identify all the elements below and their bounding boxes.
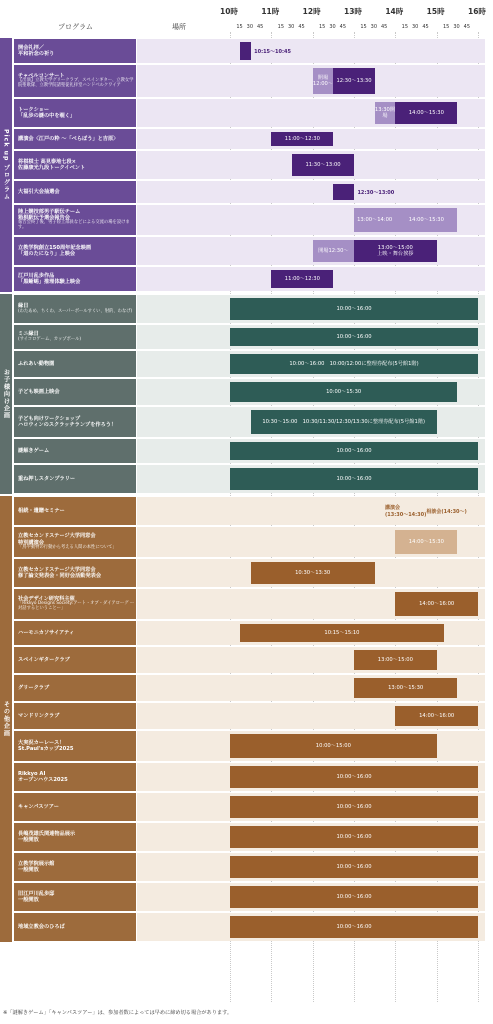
program-subtitle: 「鳥や動物の行動から考える人間の本性について」 bbox=[18, 544, 117, 550]
timeline-band bbox=[137, 181, 485, 203]
time-bar: 10:15〜15:10 bbox=[240, 624, 443, 642]
program-row bbox=[14, 646, 493, 674]
program-name: 江戸川乱歩作品 「黒蜥蜴」推理体験上映会 bbox=[18, 272, 81, 285]
timeline-band bbox=[137, 325, 485, 349]
program-row bbox=[14, 438, 493, 464]
time-bar: 10:00〜16:00 bbox=[230, 826, 478, 848]
program-row bbox=[14, 620, 493, 646]
time-bar: 14:00〜15:30 bbox=[395, 102, 457, 124]
timeline-band bbox=[137, 65, 485, 97]
program-row bbox=[14, 464, 493, 494]
program-name: Rikkyo AI オープンハウス2025 bbox=[18, 770, 68, 783]
hour-label: 12時 bbox=[302, 7, 321, 16]
program-name-cell bbox=[14, 763, 136, 791]
program-name-cell bbox=[14, 527, 136, 557]
place-column-header: 場所 bbox=[172, 23, 186, 31]
program-row bbox=[14, 912, 493, 942]
program-row bbox=[14, 588, 493, 620]
timeline-band bbox=[137, 351, 485, 377]
program-name-cell bbox=[14, 439, 136, 463]
time-bar: 10:30〜15:00 10:30/11:30/12:30/13:30に整理券配布(5号館1階) bbox=[251, 410, 437, 434]
program-row bbox=[14, 38, 493, 64]
timeline-band bbox=[137, 559, 485, 587]
timeline-band bbox=[137, 703, 485, 729]
minute-label: 15 bbox=[236, 24, 243, 30]
timeline-band bbox=[137, 205, 485, 235]
program-name-cell bbox=[14, 913, 136, 941]
time-label: 相談会(14:30〜) bbox=[426, 508, 467, 515]
time-bar: 10:00〜16:00 bbox=[230, 298, 478, 320]
timeline-band bbox=[137, 267, 485, 291]
time-bar bbox=[240, 42, 250, 60]
program-name-cell bbox=[14, 465, 136, 493]
section-label-text: お子様向け企画 bbox=[2, 368, 10, 420]
program-name-cell bbox=[14, 883, 136, 911]
time-bar: 11:00〜12:30 bbox=[271, 270, 333, 288]
program-name: 立教学院創立150周年記念映画 「道のたになり」上映会 bbox=[18, 244, 92, 257]
timeline-band bbox=[137, 497, 485, 525]
hour-label: 15時 bbox=[426, 7, 445, 16]
program-row bbox=[14, 204, 493, 236]
timeline-band bbox=[137, 527, 485, 557]
program-name: 開会礼拝／ 平和祈念の祈り bbox=[18, 44, 55, 57]
timeline-band bbox=[137, 379, 485, 405]
minute-label: 15 bbox=[277, 24, 285, 30]
minute-label: 45 bbox=[257, 24, 264, 30]
timeline-band bbox=[137, 731, 485, 761]
program-name: トークショー 「乱歩の謎の中を覗く」 bbox=[18, 106, 76, 119]
time-label: 10:15〜10:45 bbox=[254, 48, 291, 55]
minute-label: 30 bbox=[453, 24, 460, 30]
program-name: 旧江戸川乱歩邸 一般開放 bbox=[18, 890, 55, 903]
minute-label: 45 bbox=[381, 24, 388, 30]
timeline-band bbox=[137, 295, 485, 323]
timeline-band bbox=[137, 99, 485, 127]
hour-label: 10時 bbox=[220, 7, 238, 16]
timeline-band bbox=[137, 465, 485, 493]
time-bar: 10:00〜16:00 bbox=[230, 442, 478, 460]
program-name: 重ね押しスタンプラリー bbox=[18, 475, 76, 482]
program-name: 講演会〈江戸の粋 ～「べらぼう」と吉原〉 bbox=[18, 135, 119, 142]
program-name-cell bbox=[14, 703, 136, 729]
program-name-cell bbox=[14, 497, 136, 525]
time-bar: 10:00〜16:00 10:00/12:00に整理券配布(5号館1階) bbox=[230, 354, 478, 374]
program-name: スペインギタークラブ bbox=[18, 656, 70, 663]
timeline-band bbox=[137, 237, 485, 265]
program-name: 縁日 bbox=[18, 303, 29, 310]
program-row bbox=[14, 702, 493, 730]
timeline-band bbox=[137, 439, 485, 463]
program-row bbox=[14, 558, 493, 588]
program-row bbox=[14, 496, 493, 526]
program-row bbox=[14, 852, 493, 882]
program-name: 地域立教会のひろば bbox=[18, 923, 65, 930]
timeline-band bbox=[137, 823, 485, 851]
time-bar: 14:00〜15:30 bbox=[395, 530, 457, 554]
minute-label: 45 bbox=[463, 24, 471, 30]
program-row bbox=[14, 236, 493, 266]
program-name-cell bbox=[14, 151, 136, 179]
program-name-cell bbox=[14, 589, 136, 619]
minute-label: 30 bbox=[288, 24, 295, 30]
timeline-band bbox=[137, 793, 485, 821]
hour-label: 13時 bbox=[344, 7, 362, 16]
program-name-cell bbox=[14, 325, 136, 349]
hour-label: 11時 bbox=[261, 7, 280, 16]
section-label-text: その他企画 bbox=[2, 701, 10, 737]
time-bar bbox=[333, 184, 354, 200]
timeline-band bbox=[137, 913, 485, 941]
program-name-cell bbox=[14, 351, 136, 377]
program-column-header: プログラム bbox=[58, 23, 93, 31]
time-bar: 14:00〜16:00 bbox=[395, 706, 478, 726]
program-name-cell bbox=[14, 675, 136, 701]
time-bar: 10:30〜13:30 bbox=[251, 562, 375, 584]
program-row bbox=[14, 526, 493, 558]
program-name-cell bbox=[14, 295, 136, 323]
program-name-cell bbox=[14, 129, 136, 149]
timeline-band bbox=[137, 763, 485, 791]
program-row bbox=[14, 882, 493, 912]
timeline-band bbox=[137, 647, 485, 673]
program-row bbox=[14, 64, 493, 98]
program-name-cell bbox=[14, 823, 136, 851]
program-name-cell bbox=[14, 181, 136, 203]
section-label bbox=[0, 38, 12, 292]
hour-label: 14時 bbox=[385, 7, 404, 16]
program-row bbox=[14, 266, 493, 292]
minute-label: 30 bbox=[329, 24, 336, 30]
program-row bbox=[14, 98, 493, 128]
program-name-cell bbox=[14, 379, 136, 405]
program-row bbox=[14, 792, 493, 822]
program-subtitle: 報告会終了後、男子陸上部員などによる交流の場を設けます。 bbox=[18, 220, 130, 231]
time-bar: 14:00〜15:30 bbox=[395, 208, 457, 232]
program-name: 相続・遺贈セミナー bbox=[18, 507, 65, 514]
time-bar: 11:00〜12:30 bbox=[271, 132, 333, 146]
footnote: ※「謎解きゲーム」「キャンパスツアー」は、参加者数によっては早めに締め切る場合があります。 bbox=[3, 1010, 233, 1016]
program-name: ハーモニカソサイアティ bbox=[18, 629, 75, 636]
program-name-cell bbox=[14, 731, 136, 761]
minute-label: 15 bbox=[319, 24, 326, 30]
section-label bbox=[0, 294, 12, 494]
hour-label: 16時 bbox=[468, 7, 486, 16]
program-row bbox=[14, 350, 493, 378]
program-name: 大実況カーレース！ St.Paul'sカップ2025 bbox=[18, 739, 74, 752]
program-name-cell bbox=[14, 205, 136, 235]
timeline-band bbox=[137, 407, 485, 437]
time-label: 12:30〜13:00 bbox=[357, 189, 395, 196]
program-row bbox=[14, 128, 493, 150]
minute-label: 15 bbox=[401, 24, 409, 30]
program-subtitle: 【出演】立教大学グリークラブ、スペインギター、立教女学院聖歌隊、立教学院諸聖徒礼拝堂ハンドベルクワイア bbox=[18, 78, 134, 89]
program-name: 謎解きゲーム bbox=[18, 447, 50, 454]
program-name: 陸上競技部男子駅伝チーム 箱根駅伝予選会報告会 bbox=[18, 208, 81, 222]
program-row bbox=[14, 406, 493, 438]
minute-label: 45 bbox=[422, 24, 429, 30]
program-subtitle: 「Rikkyo Designs Society:アート・オブ・ダイアローグ ー対話するということー」 bbox=[18, 601, 135, 612]
time-bar: 13:00〜15:30 bbox=[354, 678, 457, 698]
timeline-band bbox=[137, 675, 485, 701]
program-name: チャペルコンサート bbox=[18, 72, 65, 79]
program-name-cell bbox=[14, 99, 136, 127]
timeline-band bbox=[137, 883, 485, 911]
program-subtitle: (わたあめ、ちくわ、スーパーボールすくい、射的、わなげ) bbox=[18, 308, 133, 314]
program-row bbox=[14, 150, 493, 180]
program-row bbox=[14, 730, 493, 762]
time-bar: 10:00〜16:00 bbox=[230, 886, 478, 908]
program-name-cell bbox=[14, 39, 136, 63]
program-name-cell bbox=[14, 621, 136, 645]
program-name: 立教学院展示館 一般開放 bbox=[18, 860, 55, 873]
minute-label: 15 bbox=[443, 24, 450, 30]
program-name: 将棋棋士 高見泰地七段× 佐藤康光九段トークイベント bbox=[18, 158, 86, 171]
program-subtitle: (サイコロゲーム、カップボール) bbox=[18, 336, 82, 342]
time-bar: 13:30開場 bbox=[375, 102, 396, 124]
program-name: 子ども映画上映会 bbox=[18, 388, 60, 395]
program-name: 立教セカンドステージ大学同窓会 特別講演会 bbox=[18, 533, 96, 546]
program-row bbox=[14, 294, 493, 324]
program-name-cell bbox=[14, 647, 136, 673]
time-bar: 10:00〜16:00 bbox=[230, 766, 478, 788]
timeline-band bbox=[137, 151, 485, 179]
timeline-band bbox=[137, 589, 485, 619]
time-bar: 10:00〜16:00 bbox=[230, 468, 478, 490]
section-label bbox=[0, 496, 12, 942]
time-bar: 開場12:30〜 bbox=[313, 240, 354, 262]
timeline-band bbox=[137, 129, 485, 149]
time-bar: 13:00〜15:00 bbox=[354, 650, 437, 670]
program-name-cell bbox=[14, 237, 136, 265]
program-name-cell bbox=[14, 559, 136, 587]
time-bar: 11:30〜13:00 bbox=[292, 154, 354, 176]
time-bar: 開場12:00〜 bbox=[313, 68, 334, 94]
program-name-cell bbox=[14, 65, 136, 97]
time-bar: 13:00〜15:00 上映・舞台挨拶 bbox=[354, 240, 437, 262]
program-name: 立教セカンドステージ大学同窓会 修了論文発表会・同好会活動発表会 bbox=[18, 566, 102, 579]
program-name: 子ども向けワークショップ ハロウィンのスクラッチランプを作ろう！ bbox=[18, 415, 117, 428]
program-name: 社会デザイン研究科主催 bbox=[18, 595, 75, 602]
program-name: キャンパスツアー bbox=[18, 803, 59, 810]
program-row bbox=[14, 324, 493, 350]
program-name-cell bbox=[14, 793, 136, 821]
minute-label: 30 bbox=[412, 24, 419, 30]
time-bar: 14:00〜16:00 bbox=[395, 592, 478, 616]
program-name-cell bbox=[14, 407, 136, 437]
program-name-cell bbox=[14, 267, 136, 291]
minute-label: 15 bbox=[360, 24, 367, 30]
program-name-cell bbox=[14, 853, 136, 881]
program-name: 長嶋茂雄氏関連物品展示 一般開放 bbox=[18, 830, 76, 843]
program-name: 大福引大会抽選会 bbox=[18, 188, 60, 195]
minute-label: 30 bbox=[246, 24, 254, 30]
program-row bbox=[14, 674, 493, 702]
time-bar: 10:00〜15:00 bbox=[230, 734, 437, 758]
time-bar: 13:00〜14:00 bbox=[354, 208, 395, 232]
time-label: 講演会 (13:30〜14:30) bbox=[385, 505, 427, 518]
program-row bbox=[14, 378, 493, 406]
time-bar: 10:00〜16:00 bbox=[230, 328, 478, 346]
program-name: グリークラブ bbox=[18, 684, 50, 691]
time-bar: 10:00〜16:00 bbox=[230, 796, 478, 818]
program-row bbox=[14, 822, 493, 852]
minute-label: 30 bbox=[370, 24, 378, 30]
program-row bbox=[14, 762, 493, 792]
program-name: ミニ縁日 bbox=[18, 331, 39, 338]
time-bar: 10:00〜15:30 bbox=[230, 382, 457, 402]
program-name: ふれあい動物園 bbox=[18, 360, 55, 367]
timeline-band bbox=[137, 621, 485, 645]
minute-label: 45 bbox=[339, 24, 347, 30]
time-bar: 12:30〜13:30 bbox=[333, 68, 374, 94]
section-label-text: Pick up プログラム bbox=[2, 129, 10, 201]
program-name: マンドリンクラブ bbox=[18, 712, 60, 719]
program-row bbox=[14, 180, 493, 204]
time-bar: 10:00〜16:00 bbox=[230, 856, 478, 878]
time-bar: 10:00〜16:00 bbox=[230, 916, 478, 938]
minute-label: 45 bbox=[298, 24, 305, 30]
timeline-band bbox=[137, 39, 485, 63]
timeline-band bbox=[137, 853, 485, 881]
